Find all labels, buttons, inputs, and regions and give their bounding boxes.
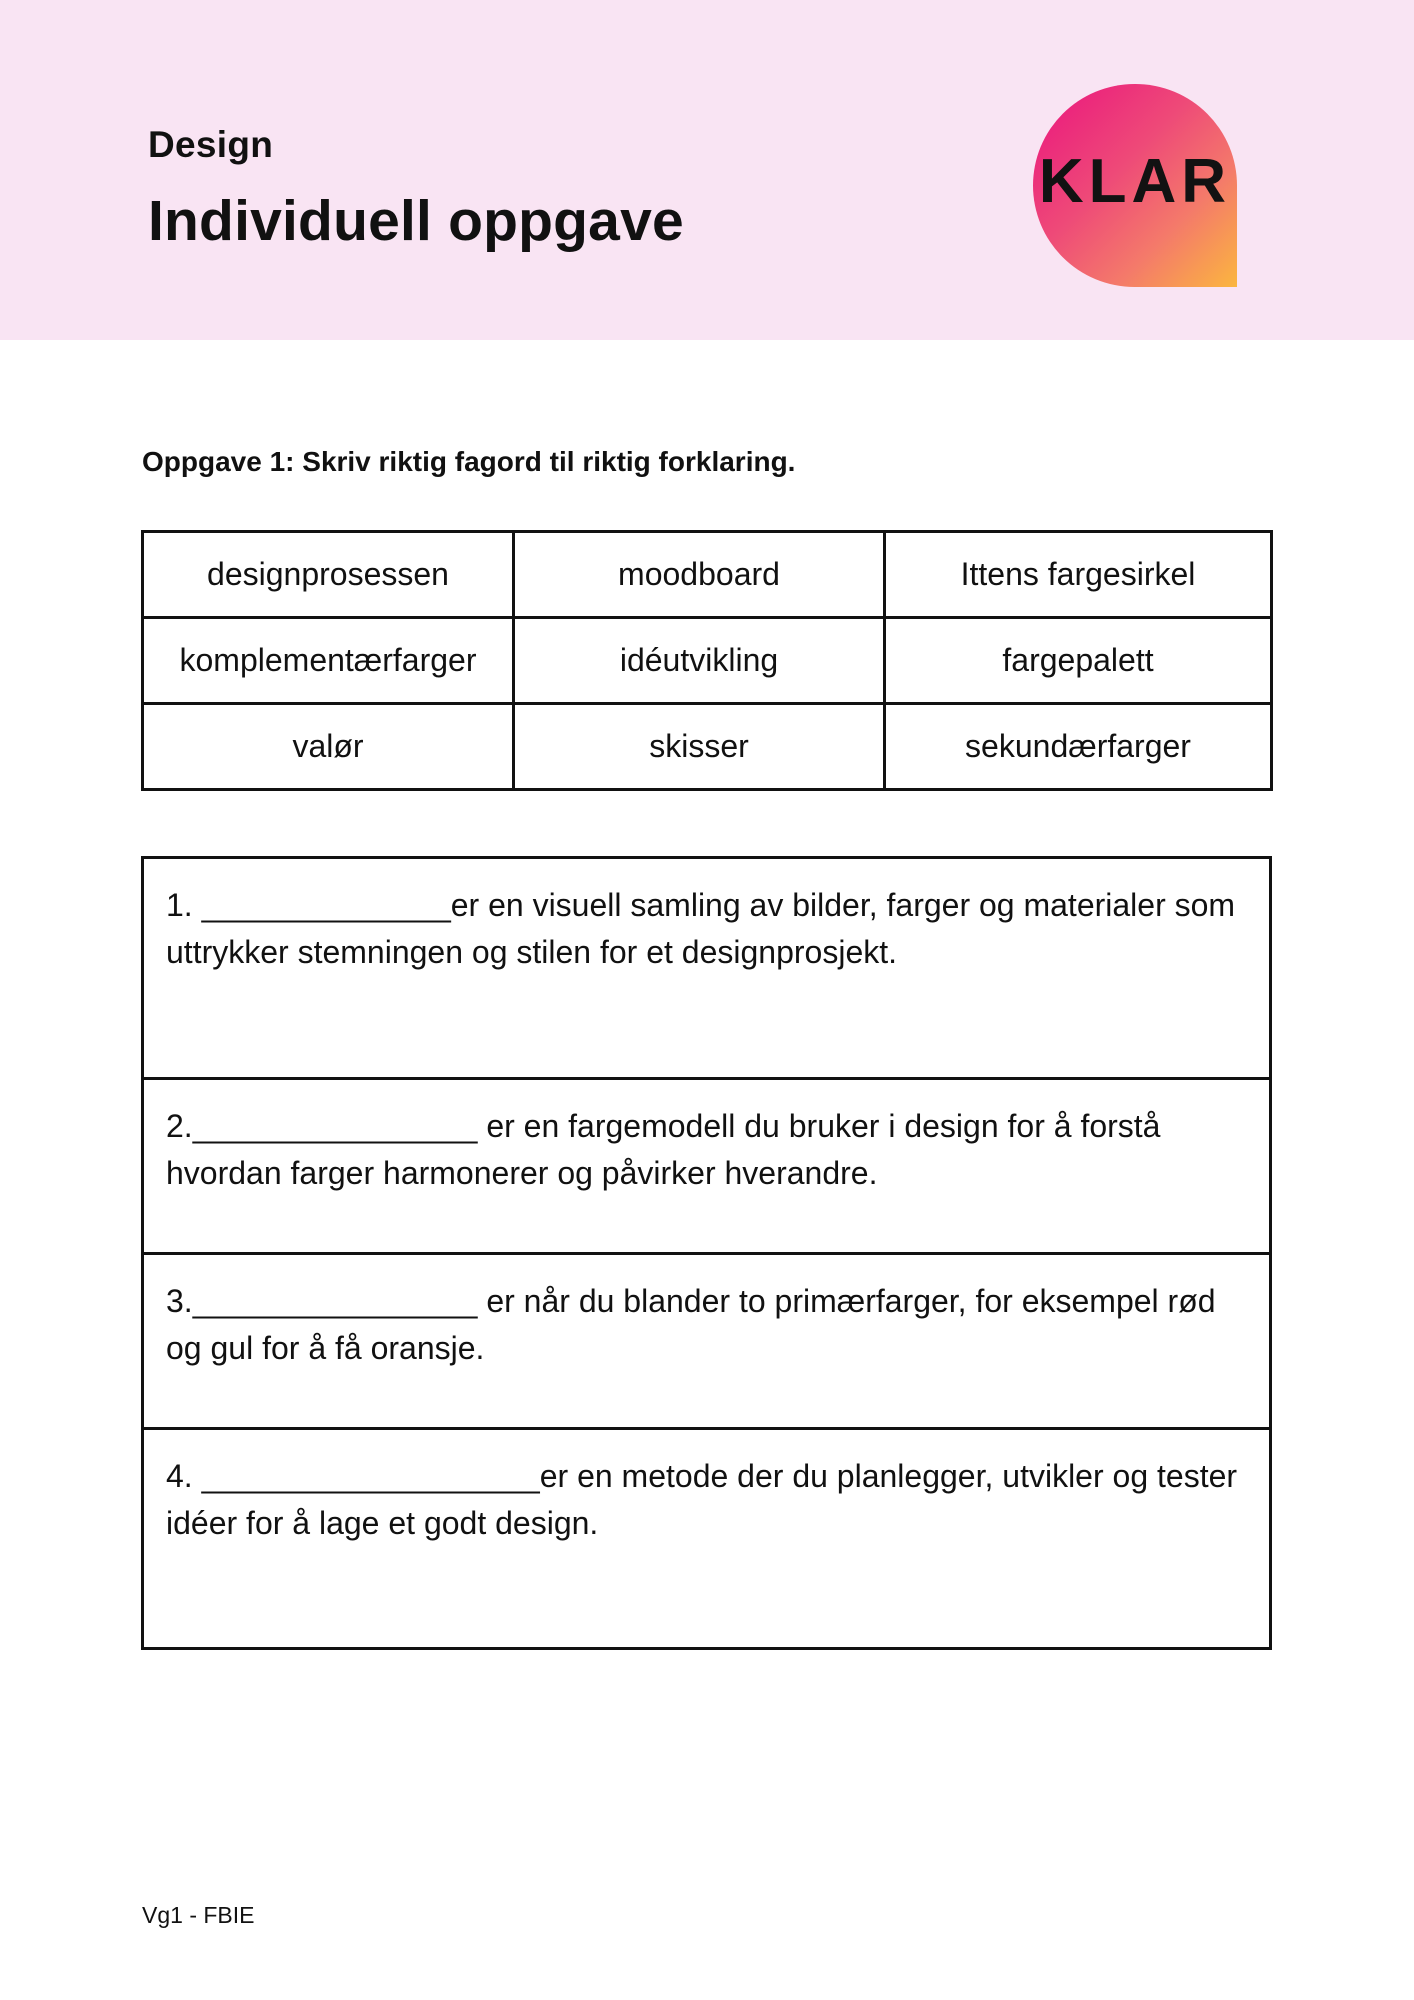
subject-label: Design xyxy=(148,124,274,165)
word-cell: fargepalett xyxy=(885,618,1272,704)
sentence-row xyxy=(143,1254,1271,1429)
sentence-1: 1. ______________er en visuell samling av bilder, farger og materialer som uttrykker stemningen og stilen for et designprosjekt. xyxy=(143,858,1271,1079)
word-cell: Ittens fargesirkel xyxy=(885,532,1272,618)
word-bank-row xyxy=(143,532,1272,618)
word-bank-table xyxy=(141,530,1273,791)
sentence-4: 4. ___________________er en metode der du planlegger, utvikler og tester idéer for å lage et godt design. xyxy=(143,1429,1271,1649)
logo-text: KLAR xyxy=(1038,147,1232,216)
word-cell: idéutvikling xyxy=(514,618,885,704)
word-cell: valør xyxy=(143,704,514,790)
sentence-2: 2.________________ er en fargemodell du bruker i design for å forstå hvordan farger harmonerer og påvirker hverandre. xyxy=(143,1079,1271,1254)
word-bank-row xyxy=(143,704,1272,790)
sentence-row xyxy=(143,1429,1271,1649)
klar-logo xyxy=(1033,84,1237,287)
word-cell: designprosessen xyxy=(143,532,514,618)
word-bank-row xyxy=(143,618,1272,704)
sentence-row xyxy=(143,858,1271,1079)
page-title: Individuell oppgave xyxy=(148,189,684,253)
task-heading: Oppgave 1: Skriv riktig fagord til riktig forklaring. xyxy=(142,446,796,477)
sentence-table xyxy=(141,856,1272,1650)
sentence-row xyxy=(143,1079,1271,1254)
word-cell: komplementærfarger xyxy=(143,618,514,704)
word-cell: skisser xyxy=(514,704,885,790)
word-cell: sekundærfarger xyxy=(885,704,1272,790)
sentence-3: 3.________________ er når du blander to primærfarger, for eksempel rød og gul for å få oransje. xyxy=(143,1254,1271,1429)
word-cell: moodboard xyxy=(514,532,885,618)
footer-label: Vg1 - FBIE xyxy=(142,1902,255,1928)
